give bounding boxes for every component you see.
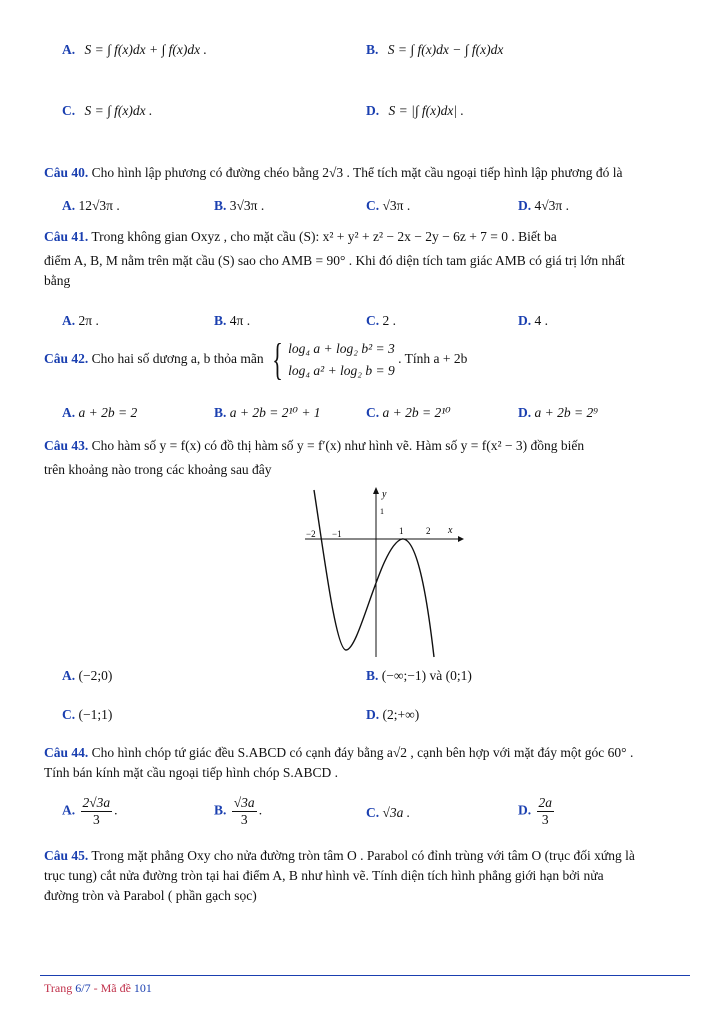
option-text: a + 2b = 2¹⁰ + 1 <box>229 405 321 420</box>
q43-option-a <box>62 668 112 684</box>
option-label: B. <box>214 802 227 818</box>
option-label: C. <box>366 805 380 820</box>
denominator: 3 <box>92 812 100 827</box>
option-label: C. <box>366 405 380 420</box>
question-label: Câu 41. <box>44 229 89 244</box>
option-label: C. <box>366 313 380 328</box>
option-text: (−1;1) <box>78 707 113 722</box>
question-44 <box>44 743 704 783</box>
option-text: √3a . <box>382 805 411 820</box>
footer-divider <box>40 975 690 976</box>
q44-option-a: A. $\frac{2√3a}{3}$ . <box>62 795 118 827</box>
question-stem: Cho hai số dương a, b thỏa mãn <box>91 351 264 367</box>
option-label: B. <box>214 198 227 213</box>
q44-option-b: B. $\frac{√3a}{3}$ . <box>214 795 263 827</box>
option-label: D. <box>518 313 532 328</box>
question-stem-line-2: Tính bán kính mặt cầu ngoại tiếp hình chóp S.ABCD . <box>44 765 338 780</box>
q40-option-c <box>366 198 410 214</box>
question-label: Câu 44. <box>44 745 89 760</box>
option-text: 2π . <box>78 313 99 328</box>
option-label: A. <box>62 405 76 420</box>
option-text: S = ∫ f(x)dx − ∫ f(x)dx <box>387 42 504 57</box>
option-label: B. <box>366 42 379 57</box>
q41-option-a <box>62 313 99 329</box>
question-stem-line-2: điểm A, B, M nằm trên mặt cầu (S) sao cho AMB = 90° . Khi đó diện tích tam giác AMB có giá trị lớn nhất <box>44 253 625 268</box>
option-text: a + 2b = 2⁹ <box>534 405 598 420</box>
q39-option-d <box>366 103 464 119</box>
footer-page-number: 6/7 <box>75 981 91 995</box>
equation-system <box>267 335 395 384</box>
q42-option-d <box>518 405 598 421</box>
q42-option-a <box>62 405 137 421</box>
question-stem-line-2: trục tung) cắt nửa đường tròn tại hai điểm A, B như hình vẽ. Tính diện tích hình phẳng giới hạn bởi nửa <box>44 868 604 883</box>
question-label: Câu 42. <box>44 351 89 367</box>
question-stem-line-1: Cho hình chóp tứ giác đều S.ABCD có cạnh đáy bằng a√2 , cạnh bên hợp với mặt đáy một góc 60° . <box>91 745 634 760</box>
question-stem-line-1: Trong mặt phẳng Oxy cho nửa đường tròn tâm O . Parabol có đỉnh trùng với tâm O (trục đối xứng là <box>91 848 635 863</box>
fraction <box>81 795 113 828</box>
tick-label-x1: 1 <box>399 526 404 536</box>
question-stem-line-1: Cho hàm số y = f(x) có đồ thị hàm số y = f′(x) như hình vẽ. Hàm số y = f(x² − 3) đồng biến <box>91 438 585 453</box>
tick-label-x2: 2 <box>426 526 431 536</box>
option-label: D. <box>518 405 532 420</box>
footer-prefix: Trang <box>44 981 76 995</box>
footer-separator: - Mã đề <box>90 981 134 995</box>
option-text: √3π . <box>382 198 411 213</box>
q42-option-b <box>214 405 321 421</box>
question-42 <box>44 335 694 384</box>
curve-f-prime <box>314 490 434 657</box>
q40-option-b <box>214 198 264 214</box>
equation-2: log₄ a² + log₂ b = 9 <box>288 363 395 378</box>
tick-label-xm2: −2 <box>306 529 316 539</box>
option-text: a + 2b = 2 <box>78 405 138 420</box>
question-stem-line-2: trên khoảng nào trong các khoảng sau đây <box>44 462 272 477</box>
q43-option-d <box>366 707 419 723</box>
option-text: 3√3π . <box>229 198 265 213</box>
option-label: A. <box>62 668 76 683</box>
question-40 <box>44 163 694 183</box>
option-text: 4√3π . <box>534 198 569 213</box>
option-text: 4π . <box>229 313 251 328</box>
tick-label-y1: 1 <box>380 507 384 516</box>
option-text: S = |∫ f(x)dx| . <box>388 103 464 118</box>
q43-option-b <box>366 668 472 684</box>
option-text: 4 . <box>534 313 548 328</box>
question-label: Câu 40. <box>44 165 89 180</box>
q39-option-a <box>62 42 207 58</box>
question-45 <box>44 846 694 906</box>
option-text: 12√3π . <box>78 198 120 213</box>
brace: { <box>272 335 283 384</box>
option-label: A. <box>62 802 76 818</box>
numerator: 2√3a <box>82 795 111 810</box>
x-axis-label: x <box>448 525 453 536</box>
option-text: 2 . <box>382 313 396 328</box>
q41-option-d <box>518 313 548 329</box>
q44-option-d <box>518 795 556 828</box>
option-label: A. <box>62 198 76 213</box>
y-axis-arrow <box>373 487 379 494</box>
denominator: 3 <box>240 812 248 827</box>
option-text: S = ∫ f(x)dx . <box>84 103 153 118</box>
option-text: (−∞;−1) và (0;1) <box>381 668 472 683</box>
q40-option-d <box>518 198 569 214</box>
q41-option-c <box>366 313 396 329</box>
option-text: S = ∫ f(x)dx + ∫ f(x)dx . <box>84 42 207 57</box>
derivative-graph <box>300 485 465 660</box>
numerator: 2a <box>538 795 552 810</box>
option-label: B. <box>214 405 227 420</box>
option-label: D. <box>366 103 380 118</box>
fraction <box>232 795 257 828</box>
question-stem-line-3: đường tròn và Parabol ( phần gạch sọc) <box>44 888 257 903</box>
option-label: D. <box>518 198 532 213</box>
denominator: 3 <box>541 812 549 827</box>
x-axis-arrow <box>458 536 464 542</box>
question-label: Câu 45. <box>44 848 89 863</box>
option-label: C. <box>62 707 76 722</box>
question-stem-line-1: Trong không gian Oxyz , cho mặt cầu (S): x² + y² + z² − 2x − 2y − 6z + 7 = 0 . Biết ba <box>91 229 557 244</box>
option-label: B. <box>366 668 379 683</box>
question-label: Câu 43. <box>44 438 89 453</box>
q41-option-b <box>214 313 250 329</box>
option-text: a + 2b = 2¹⁰ <box>382 405 451 420</box>
page-footer <box>44 981 152 996</box>
fraction <box>537 795 555 828</box>
question-stem: Cho hình lập phương có đường chéo bằng 2√3 . Thể tích mặt cầu ngoại tiếp hình lập phương đó là <box>91 165 623 180</box>
question-stem-post: . Tính a + 2b <box>398 351 468 367</box>
option-label: B. <box>214 313 227 328</box>
q43-option-c <box>62 707 112 723</box>
question-43 <box>44 436 694 480</box>
question-stem-line-3: bằng <box>44 273 71 288</box>
option-label: A. <box>62 313 76 328</box>
numerator: √3a <box>233 795 255 810</box>
q39-option-b <box>366 42 503 58</box>
tick-label-xm1: −1 <box>332 529 342 539</box>
option-text: (−2;0) <box>78 668 113 683</box>
y-axis-label: y <box>382 489 387 500</box>
option-label: D. <box>518 802 532 818</box>
equation-1: log₄ a + log₂ b² = 3 <box>288 341 395 356</box>
q39-option-c <box>62 103 152 119</box>
q44-option-c <box>366 805 410 821</box>
question-41 <box>44 227 694 291</box>
option-label: C. <box>366 198 380 213</box>
option-text: (2;+∞) <box>382 707 420 722</box>
footer-exam-code: 101 <box>133 981 152 995</box>
q42-option-c <box>366 405 451 421</box>
option-label: C. <box>62 103 76 118</box>
q40-option-a <box>62 198 120 214</box>
option-label: D. <box>366 707 380 722</box>
option-label: A. <box>62 42 76 57</box>
